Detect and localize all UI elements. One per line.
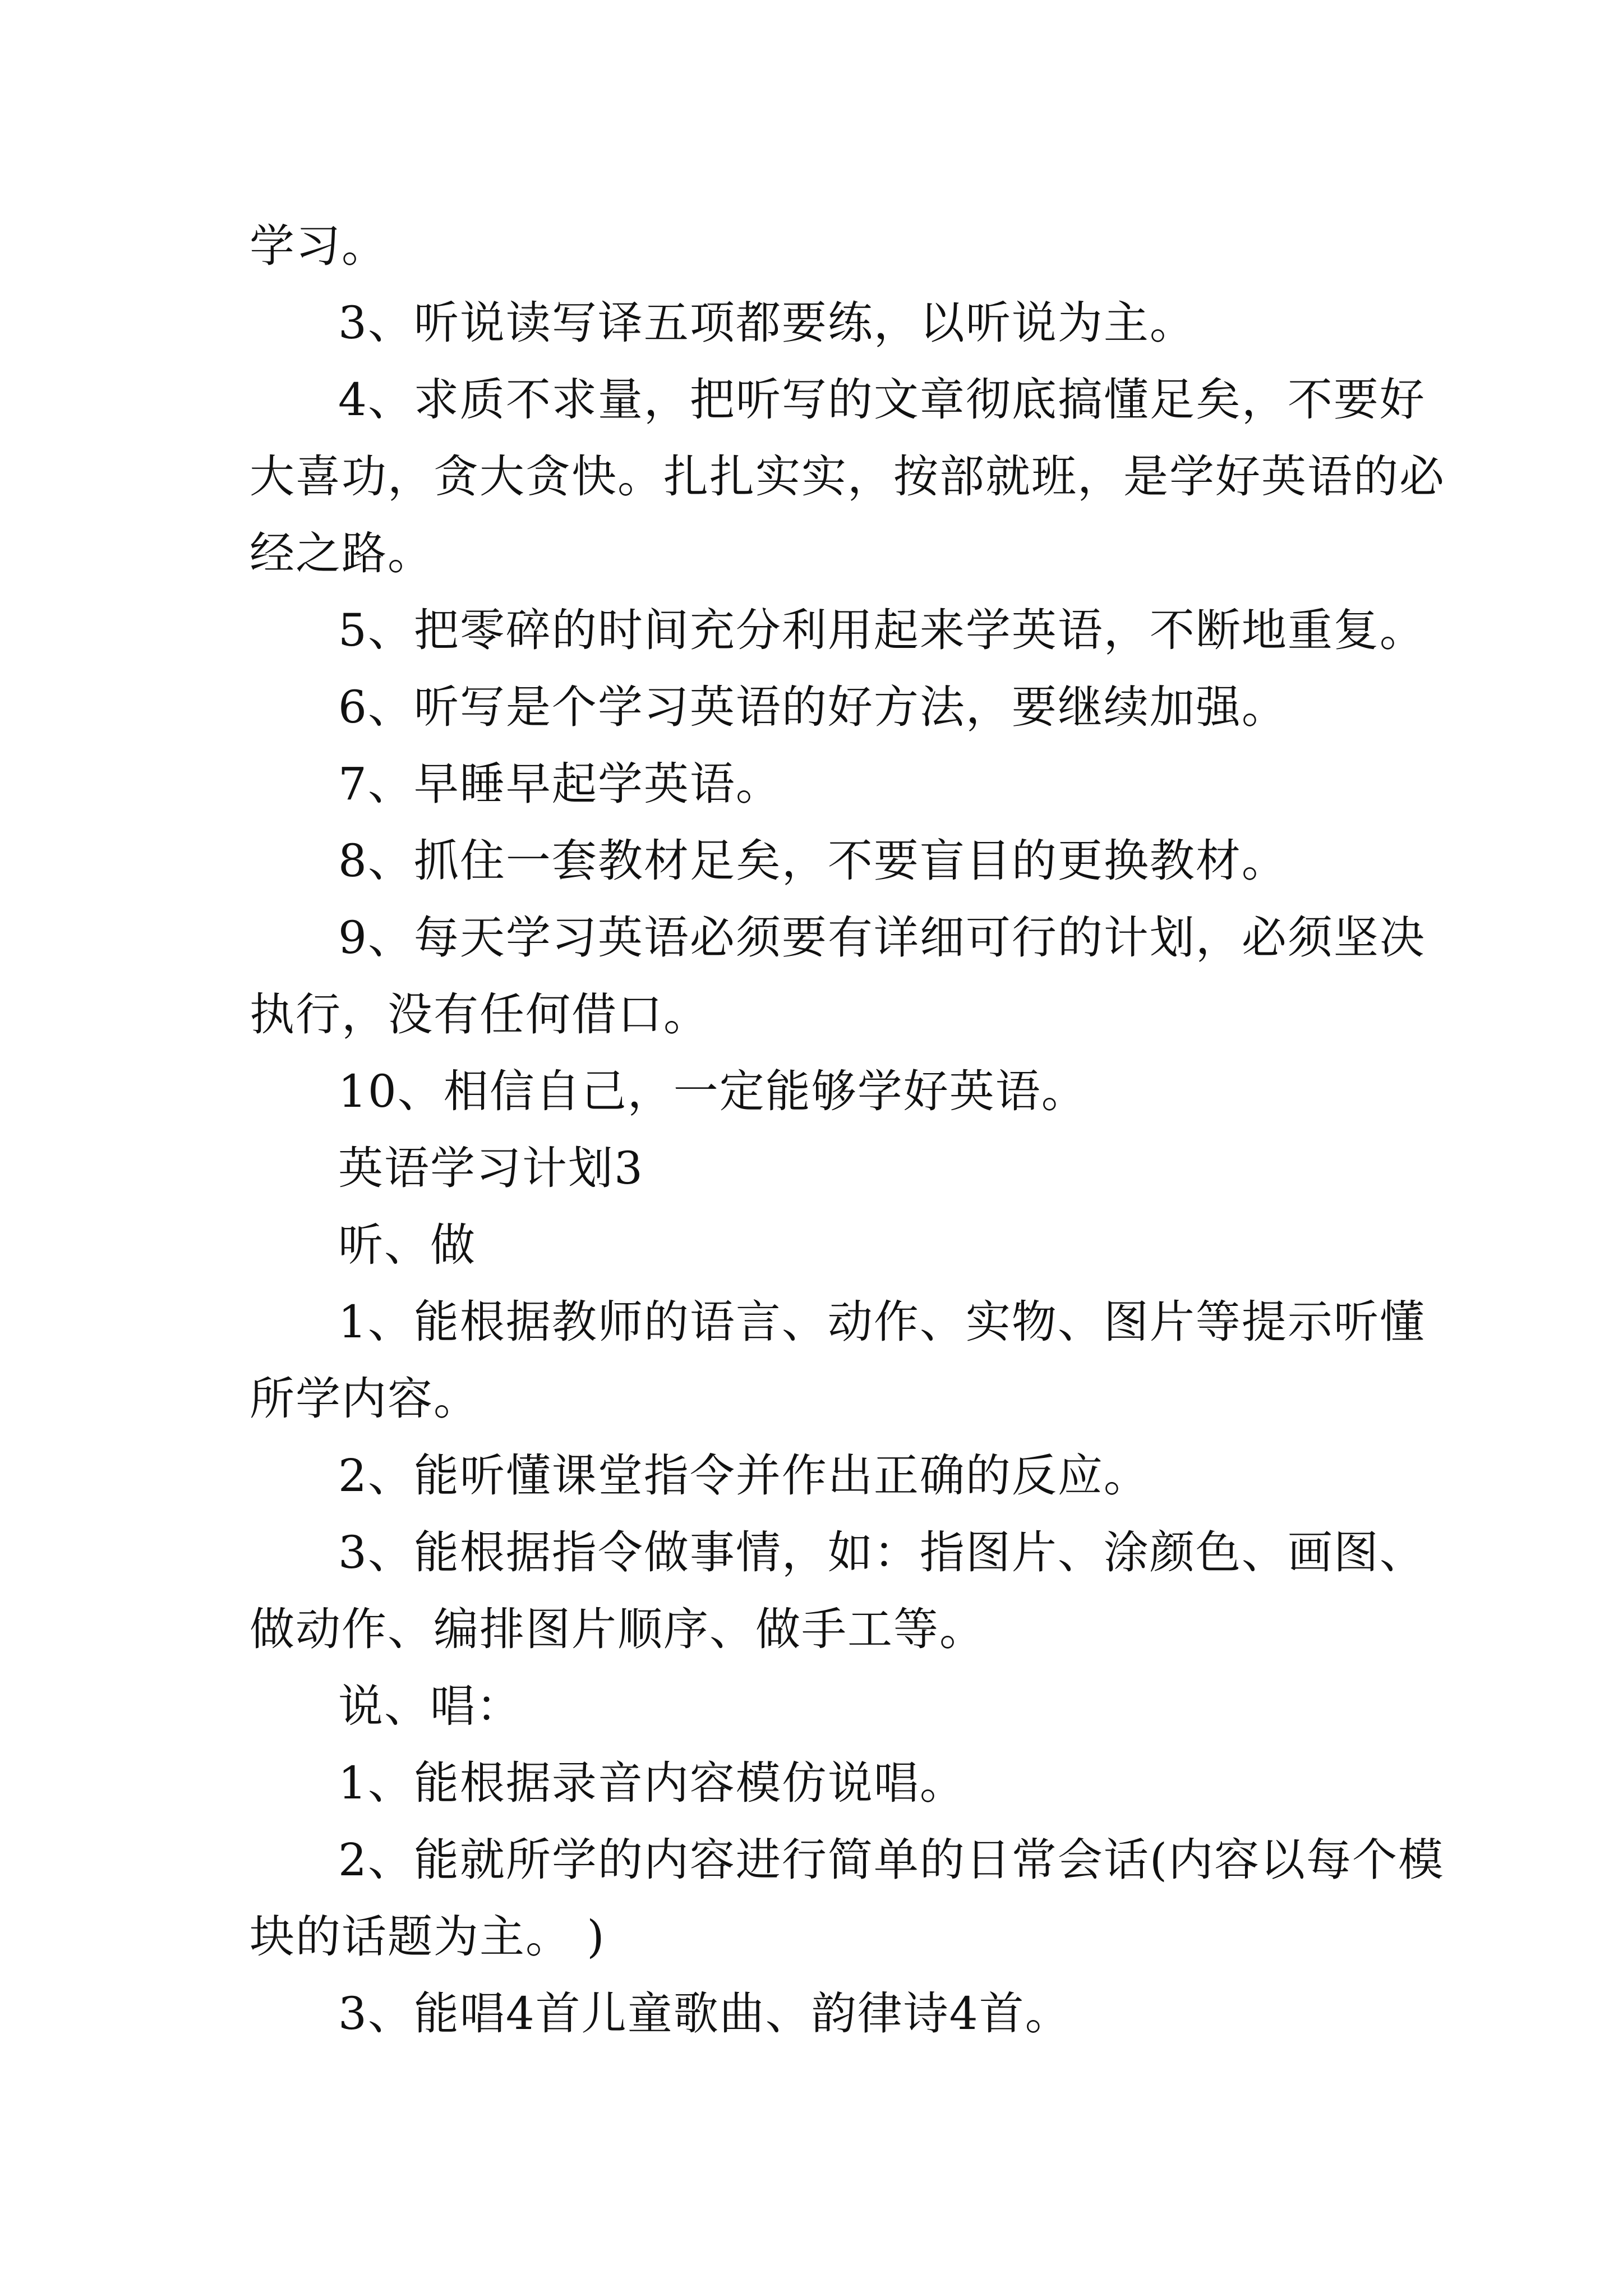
list-item: 7、早睡早起学英语。 bbox=[338, 758, 782, 810]
list-item: 5、把零碎的时间充分利用起来学英语，不断地重复。 bbox=[338, 604, 1426, 656]
text-line: 块的话题为主。 ) bbox=[250, 1911, 606, 1963]
subsection-heading: 说、唱： bbox=[338, 1680, 522, 1732]
list-item: 6、听写是个学习英语的好方法，要继续加强。 bbox=[338, 681, 1288, 733]
text-line: 所学内容。 bbox=[250, 1373, 479, 1425]
text-line: 经之路。 bbox=[250, 527, 434, 579]
list-item: 3、听说读写译五项都要练，以听说为主。 bbox=[338, 297, 1196, 349]
list-item: 2、能听懂课堂指令并作出正确的反应。 bbox=[338, 1450, 1150, 1502]
text-line: 执行，没有任何借口。 bbox=[250, 988, 709, 1041]
list-item: 4、求质不求量，把听写的文章彻底搞懂足矣，不要好 bbox=[338, 374, 1426, 426]
list-item: 8、抓住一套教材足矣，不要盲目的更换教材。 bbox=[338, 835, 1288, 887]
document-body bbox=[250, 208, 1445, 2052]
list-item: 3、能根据指令做事情，如：指图片、涂颜色、画图、 bbox=[338, 1526, 1426, 1579]
list-item: 2、能就所学的内容进行简单的日常会话(内容以每个模 bbox=[338, 1834, 1445, 1886]
subsection-heading: 听、做 bbox=[338, 1219, 476, 1271]
text-line: 做动作、编排图片顺序、做手工等。 bbox=[250, 1603, 985, 1655]
section-heading: 英语学习计划3 bbox=[338, 1142, 644, 1194]
text-line: 学习。 bbox=[250, 220, 388, 272]
list-item: 9、每天学习英语必须要有详细可行的计划，必须坚决 bbox=[338, 912, 1426, 964]
text-line: 大喜功，贪大贪快。扎扎实实，按部就班，是学好英语的必 bbox=[250, 450, 1445, 503]
list-item: 10、相信自己，一定能够学好英语。 bbox=[338, 1065, 1087, 1117]
list-item: 3、能唱4首儿童歌曲、韵律诗4首。 bbox=[338, 1987, 1071, 2040]
list-item: 1、能根据教师的语言、动作、实物、图片等提示听懂 bbox=[338, 1296, 1426, 1348]
list-item: 1、能根据录音内容模仿说唱。 bbox=[338, 1757, 966, 1809]
